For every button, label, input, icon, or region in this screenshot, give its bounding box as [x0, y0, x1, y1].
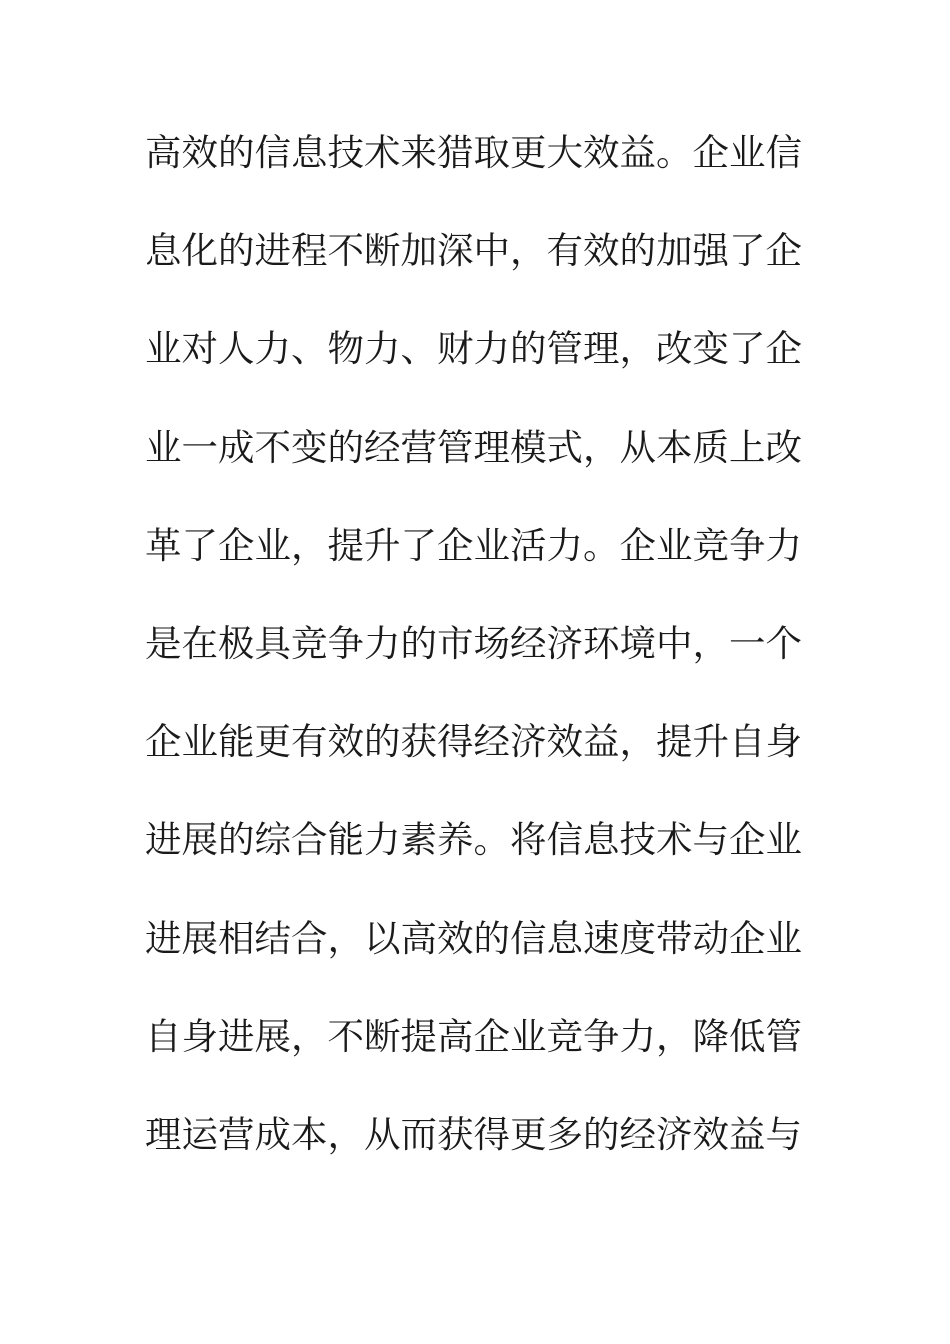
- body-paragraph: [145, 124, 815, 1204]
- text-line-7: 企业能更有效的获得经济效益，提升自身: [145, 720, 802, 764]
- text-line-2: 息化的进程不断加深中，有效的加强了企: [145, 229, 802, 273]
- text-line-10: 自身进展，不断提高企业竞争力，降低管: [145, 1014, 802, 1058]
- text-line-6: 是在极具竞争力的市场经济环境中，一个: [145, 621, 802, 665]
- text-line-9: 进展相结合，以高效的信息速度带动企业: [145, 916, 802, 960]
- text-line-4: 业一成不变的经营管理模式，从本质上改: [145, 425, 802, 469]
- text-line-3: 业对人力、物力、财力的管理，改变了企: [145, 327, 802, 371]
- text-line-11: 理运营成本，从而获得更多的经济效益与: [145, 1112, 802, 1156]
- text-line-1: 高效的信息技术来猎取更大效益。企业信: [145, 131, 802, 174]
- text-line-5: 革了企业，提升了企业活力。企业竞争力: [145, 523, 802, 567]
- text-line-8: 进展的综合能力素养。将信息技术与企业: [145, 818, 802, 862]
